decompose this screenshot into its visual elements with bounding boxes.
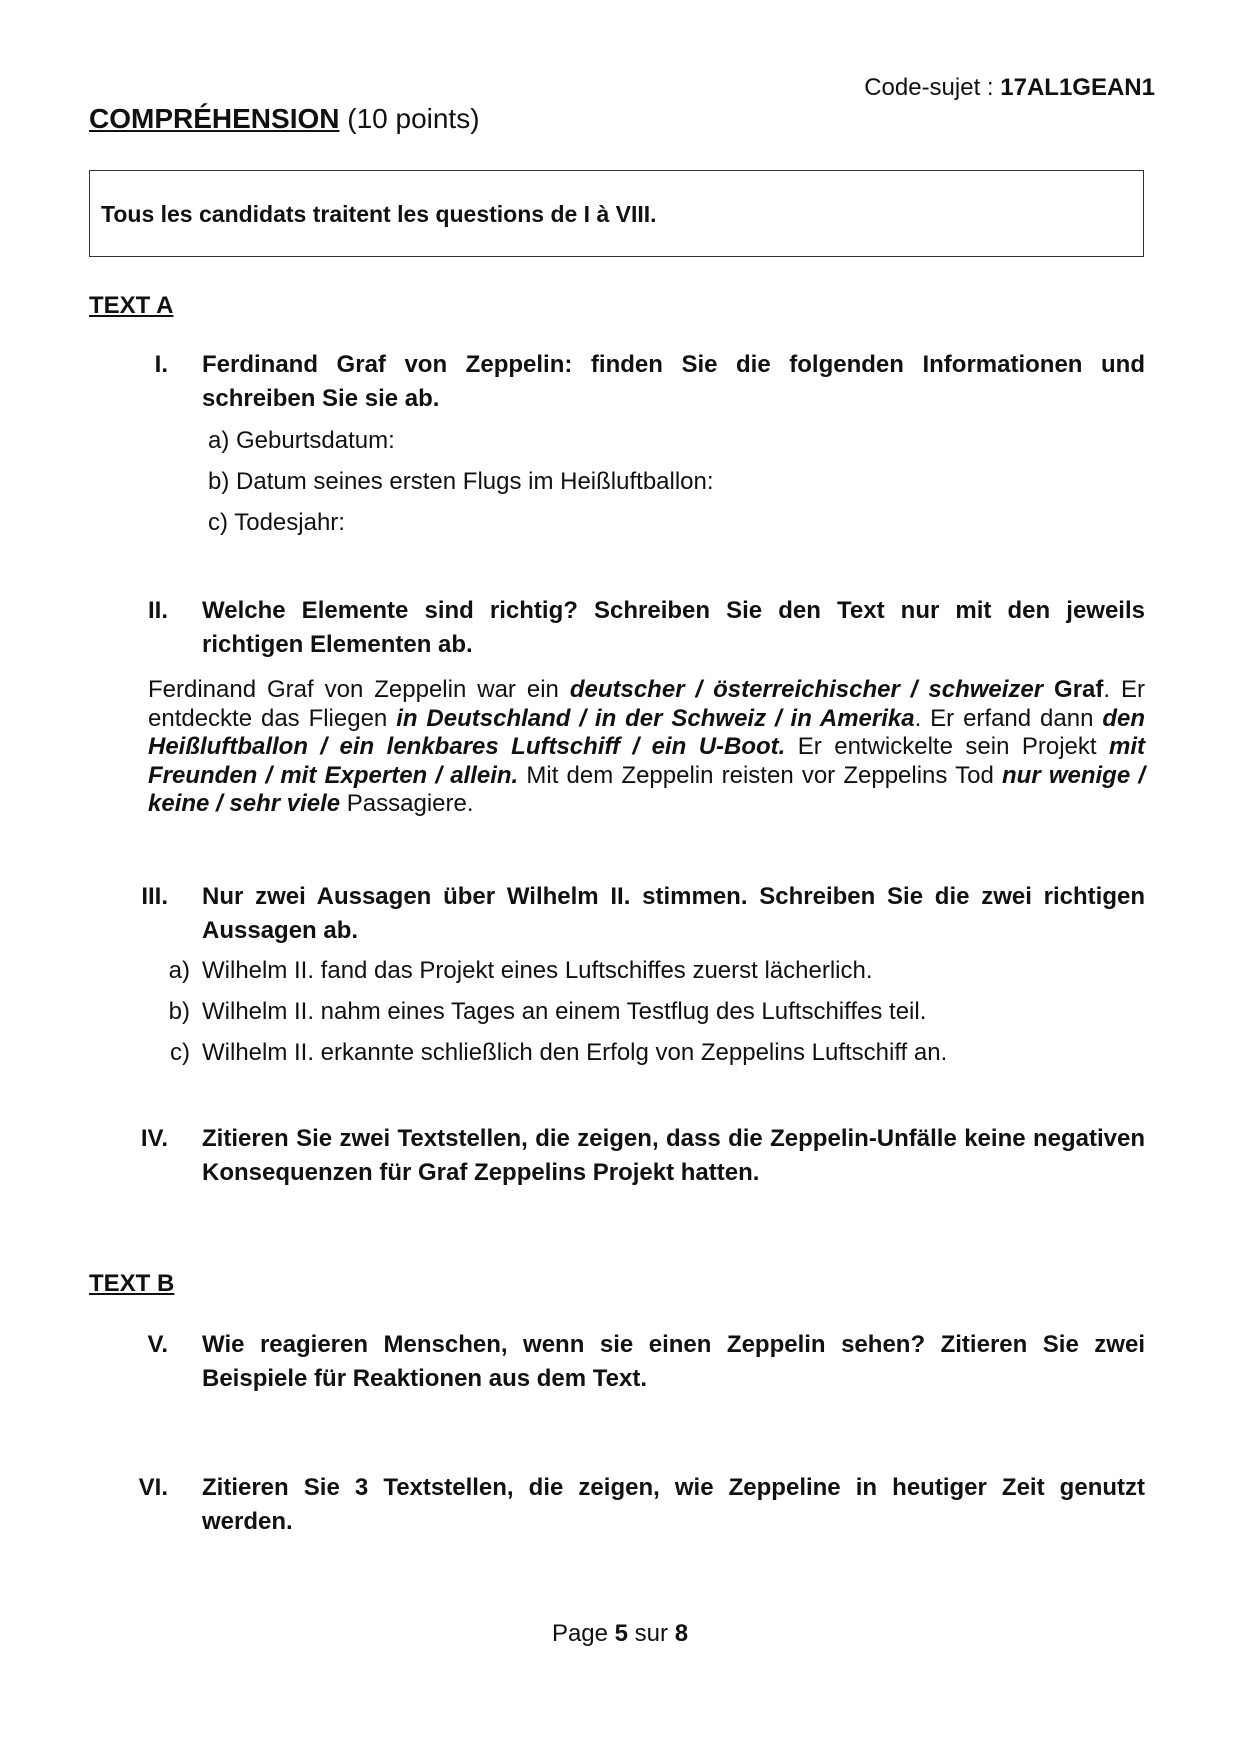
title-main: COMPRÉHENSION [89,103,340,134]
footer-page-label: Page [551,1620,615,1647]
q2-part-6: Mit dem Zeppelin reisten vor Zeppelins Tod [518,761,1002,789]
page-footer [0,1620,1240,1648]
q2-part-5: Er entwickelte sein Projekt [785,733,1109,760]
code-sujet-value: 17AL1GEAN1 [1000,74,1155,101]
q2-option-3: den Heißluftballon / ein lenkbares Luftschiff / ein U-Boot. [148,704,1145,760]
footer-sur: sur [628,1620,675,1647]
footer-page-number: 5 [614,1620,629,1647]
question-number-4: IV. [140,1125,168,1152]
q3-statement-b: Wilhelm II. nahm eines Tages an einem Testflug des Luftschiffes teil. [202,998,927,1025]
section-heading-text-b: TEXT B [89,1270,175,1297]
q2-part-1: Ferdinand Graf von Zeppelin war ein [148,676,570,703]
instruction-text: Tous les candidats traitent les questions de I à VIII. [101,201,657,227]
question-text-4: Zitieren Sie zwei Textstellen, die zeigen, dass die Zeppelin-Unfälle keine negativen Konsequenzen für Graf Zeppelins Projekt hatten. [202,1125,1145,1186]
q1-item-b: b) Datum seines ersten Flugs im Heißluftballon: [208,468,714,495]
question-number-6: VI. [138,1474,168,1501]
q2-option-4: mit Freunden / mit Experten / allein. [148,733,1145,789]
code-sujet-label: Code-sujet : [864,74,1001,101]
q2-part-7: Passagiere. [340,790,474,817]
question-text-5: Wie reagieren Menschen, wenn sie einen Zeppelin sehen? Zitieren Sie zwei Beispiele für Reaktionen aus dem Text. [202,1331,1145,1392]
question-text-6: Zitieren Sie 3 Textstellen, die zeigen, wie Zeppeline in heutiger Zeit genutzt werden. [202,1474,1145,1535]
q3-letter-b: b) [168,998,190,1025]
question-text-3: Nur zwei Aussagen über Wilhelm II. stimmen. Schreiben Sie die zwei richtigen Aussagen ab. [202,883,1145,944]
q2-option-2: in Deutschland / in der Schweiz / in Amerika [396,704,915,732]
code-sujet [864,74,1155,102]
q1-item-a: a) Geburtsdatum: [208,427,395,454]
q2-part-4: . Er erfand dann [914,704,1103,732]
q2-paragraph [148,676,1145,819]
instruction-box [89,170,1144,257]
q2-part-3: . Er entdeckte das Fliegen [148,676,1146,732]
q1-item-c: c) Todesjahr: [208,509,345,536]
page-title [89,103,480,135]
question-number-2: II. [147,597,168,624]
q3-statement-a: Wilhelm II. fand das Projekt eines Luftschiffes zuerst lächerlich. [202,957,873,984]
q3-letter-c: c) [170,1039,190,1066]
q3-statement-c: Wilhelm II. erkannte schließlich den Erfolg von Zeppelins Luftschiff an. [202,1039,948,1066]
footer-page-total: 8 [674,1620,689,1647]
question-number-1: I. [154,351,168,378]
question-text-2: Welche Elemente sind richtig? Schreiben Sie den Text nur mit den jeweils richtigen Elementen ab. [202,597,1145,658]
title-points: (10 points) [339,103,480,134]
question-text-1: Ferdinand Graf von Zeppelin: finden Sie die folgenden Informationen und schreiben Sie sie ab. [202,351,1145,412]
question-number-3: III. [141,883,168,910]
q2-option-1: deutscher / österreichischer / schweizer [569,676,1044,703]
section-heading-text-a: TEXT A [89,292,174,319]
q3-letter-a: a) [168,957,190,984]
q2-option-5: nur wenige / keine / sehr viele [148,761,1146,817]
q2-part-2: Graf [1043,676,1104,703]
question-number-5: V. [147,1331,168,1358]
